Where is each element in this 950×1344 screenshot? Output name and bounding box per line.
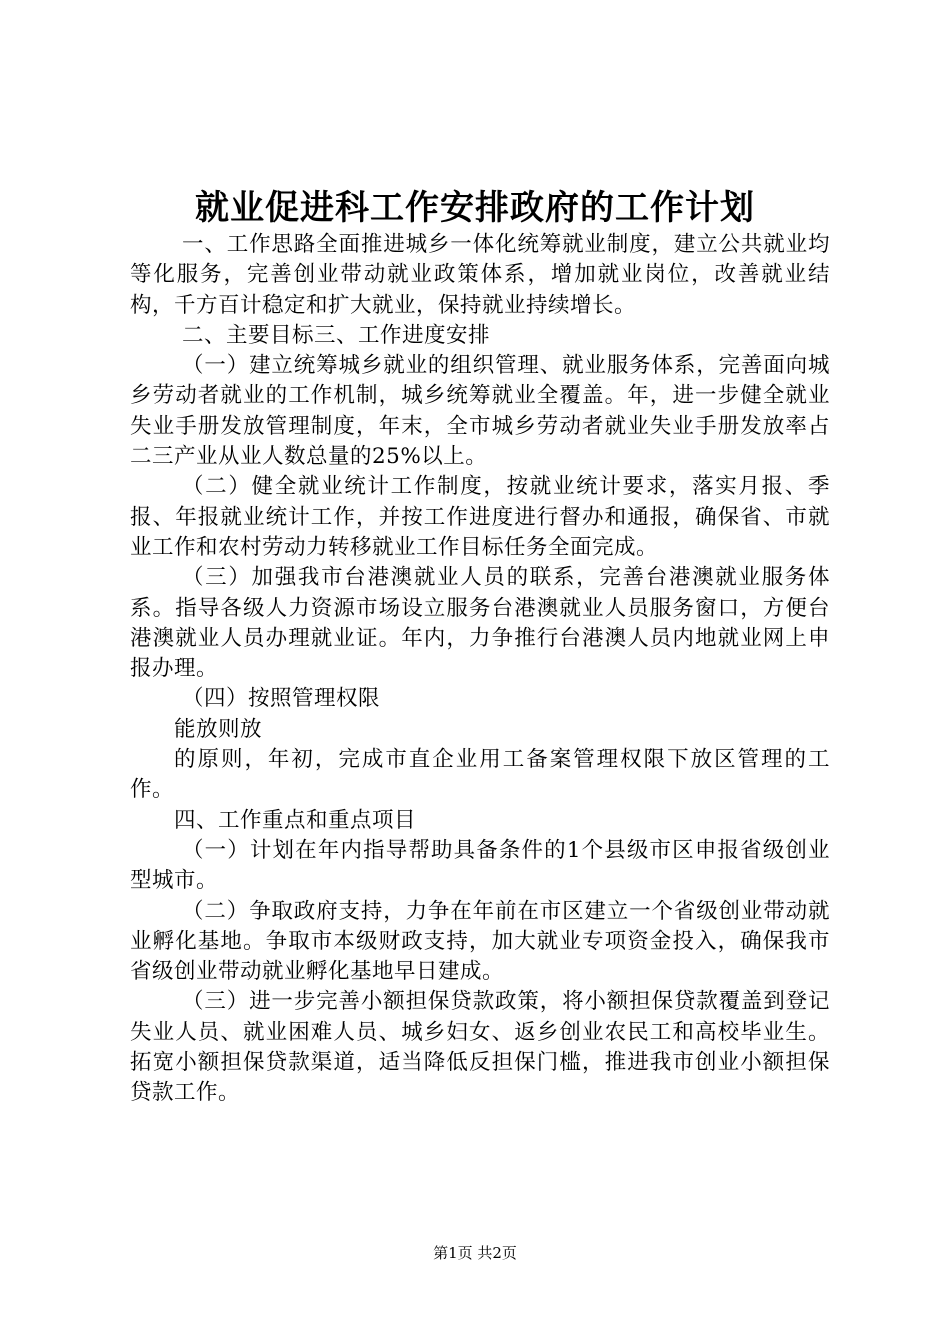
- paragraph-main-goals: 二、主要目标三、工作进度安排: [182, 322, 491, 348]
- paragraph-work-approach: 一、工作思路全面推进城乡一体化统筹就业制度，建立公共就业均等化服务，完善创业带动就业政策体系，增加就业岗位，改善就业结构，千方百计稳定和扩大就业，保持就业持续增长。: [130, 232, 830, 318]
- paragraph-schedule-item-4: （四）按照管理权限: [182, 686, 381, 712]
- document-body: [130, 230, 830, 1109]
- paragraph-key-project-1: （一）计划在年内指导帮助具备条件的1个县级市区申报省级创业型城市。: [130, 837, 830, 894]
- paragraph-key-projects-heading: 四、工作重点和重点项目: [174, 807, 417, 833]
- paragraph-schedule-item-3: （三）加强我市台港澳就业人员的联系，完善台港澳就业服务体系。指导各级人力资源市场设立服务台港澳就业人员服务窗口，方便台港澳就业人员办理就业证。年内，力争推行台港澳人员内地就业网上申报办理。: [130, 565, 830, 682]
- paragraph-schedule-item-1: （一）建立统筹城乡就业的组织管理、就业服务体系，完善面向城乡劳动者就业的工作机制，城乡统筹就业全覆盖。年，进一步健全就业失业手册发放管理制度，年末，全市城乡劳动者就业失业手册发放率占二三产业从业人数总量的25%以上。: [130, 353, 830, 470]
- paragraph-principle-continuation: 的原则，年初，完成市直企业用工备案管理权限下放区管理的工作。: [130, 747, 830, 803]
- paragraph-key-project-3: （三）进一步完善小额担保贷款政策，将小额担保贷款覆盖到登记失业人员、就业困难人员、城乡妇女、返乡创业农民工和高校毕业生。拓宽小额担保贷款渠道，适当降低反担保门槛，推进我市创业小额担保贷款工作。: [130, 989, 830, 1106]
- paragraph-quoted-principle: 能放则放: [174, 716, 263, 742]
- paragraph-key-project-2: （二）争取政府支持，力争在年前在市区建立一个省级创业带动就业孵化基地。争取市本级财政支持，加大就业专项资金投入，确保我市省级创业带动就业孵化基地早日建成。: [130, 898, 830, 985]
- document-title: 就业促进科工作安排政府的工作计划: [195, 188, 755, 228]
- page-footer: 第1页 共2页: [433, 1244, 517, 1262]
- paragraph-schedule-item-2: （二）健全就业统计工作制度，按就业统计要求，落实月报、季报、年报就业统计工作，并按工作进度进行督办和通报，确保省、市就业工作和农村劳动力转移就业工作目标任务全面完成。: [130, 474, 830, 560]
